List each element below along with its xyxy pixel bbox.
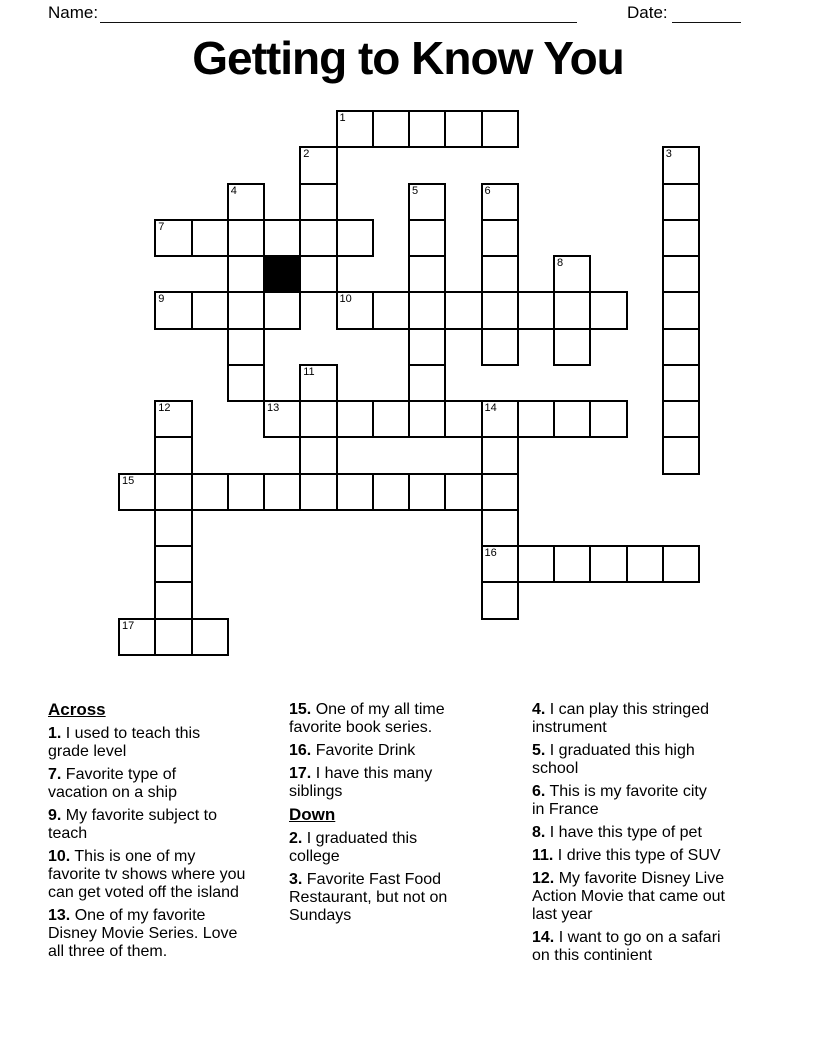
grid-cell-r3c3[interactable] — [227, 219, 265, 257]
grid-cell-r4c12[interactable] — [553, 255, 591, 293]
clue-number: 9. — [48, 807, 62, 824]
grid-cell-r8c9[interactable] — [444, 400, 482, 438]
grid-cell-r6c10[interactable] — [481, 328, 519, 366]
grid-cell-r4c15[interactable] — [662, 255, 700, 293]
clue-6-down: 6. This is my favorite city in France — [532, 783, 707, 818]
clue-number: 10. — [48, 848, 71, 865]
clue-11-down: 11. I drive this type of SUV — [532, 847, 721, 864]
clue-15-across: 15. One of my all time favorite book series. — [289, 701, 445, 736]
grid-cell-r8c7[interactable] — [372, 400, 410, 438]
grid-cell-r13c1[interactable] — [154, 581, 192, 619]
grid-cell-r8c8[interactable] — [408, 400, 446, 438]
grid-cell-r10c9[interactable] — [444, 473, 482, 511]
down-heading: Down — [289, 805, 336, 824]
grid-cell-r8c15[interactable] — [662, 400, 700, 438]
grid-cell-r5c15[interactable] — [662, 291, 700, 329]
clue-8-down: 8. I have this type of pet — [532, 824, 702, 841]
grid-cell-r3c8[interactable] — [408, 219, 446, 257]
grid-cell-r12c15[interactable] — [662, 545, 700, 583]
grid-cell-r3c6[interactable] — [336, 219, 374, 257]
grid-cell-r3c1[interactable] — [154, 219, 192, 257]
date-fill-line[interactable] — [672, 22, 741, 23]
clue-2-down: 2. I graduated this college — [289, 830, 418, 865]
grid-cell-r5c1[interactable] — [154, 291, 192, 329]
puzzle-title: Getting to Know You — [192, 32, 624, 84]
clue-number: 1. — [48, 725, 62, 742]
grid-cell-r5c6[interactable] — [336, 291, 374, 329]
grid-cell-r12c1[interactable] — [154, 545, 192, 583]
clue-number: 17. — [289, 765, 312, 782]
clue-number: 7. — [48, 766, 62, 783]
grid-cell-r10c2[interactable] — [191, 473, 229, 511]
cell-number-5: 5 — [412, 184, 419, 197]
grid-cell-r8c4[interactable] — [263, 400, 301, 438]
grid-cell-r3c4[interactable] — [263, 219, 301, 257]
grid-cell-r12c10[interactable] — [481, 545, 519, 583]
clue-number: 4. — [532, 701, 546, 718]
grid-cell-r10c8[interactable] — [408, 473, 446, 511]
grid-cell-r14c2[interactable] — [191, 618, 229, 656]
grid-cell-r5c3[interactable] — [227, 291, 265, 329]
grid-cell-r2c3[interactable] — [227, 183, 265, 221]
grid-cell-r5c12[interactable] — [553, 291, 591, 329]
grid-cell-r6c12[interactable] — [553, 328, 591, 366]
grid-cell-r5c8[interactable] — [408, 291, 446, 329]
clue-number: 5. — [532, 742, 546, 759]
grid-cell-r10c3[interactable] — [227, 473, 265, 511]
grid-cell-r10c1[interactable] — [154, 473, 192, 511]
grid-cell-r3c2[interactable] — [191, 219, 229, 257]
clue-14-down: 14. I want to go on a safari on this continient — [532, 929, 721, 964]
grid-cell-r8c11[interactable] — [517, 400, 555, 438]
clue-7-across: 7. Favorite type of vacation on a ship — [48, 766, 177, 801]
grid-cell-r10c7[interactable] — [372, 473, 410, 511]
grid-cell-r8c6[interactable] — [336, 400, 374, 438]
cell-number-7: 7 — [158, 220, 165, 233]
cell-number-15: 15 — [122, 474, 135, 487]
cell-number-17: 17 — [122, 619, 135, 632]
grid-cell-r2c15[interactable] — [662, 183, 700, 221]
grid-cell-r9c10[interactable] — [481, 436, 519, 474]
cell-number-16: 16 — [484, 547, 497, 559]
clue-13-across: 13. One of my favorite Disney Movie Series. Love all three of them. — [48, 907, 238, 960]
clue-number: 3. — [289, 871, 303, 888]
grid-cell-r8c10[interactable] — [481, 400, 519, 438]
clue-number: 2. — [289, 830, 303, 847]
grid-cell-r12c13[interactable] — [589, 545, 627, 583]
grid-cell-r10c5[interactable] — [299, 473, 337, 511]
cell-number-1: 1 — [339, 112, 346, 124]
cell-number-3: 3 — [665, 148, 672, 161]
cell-number-2: 2 — [303, 148, 310, 161]
cell-number-11: 11 — [303, 365, 315, 378]
grid-cell-r4c5[interactable] — [299, 255, 337, 293]
grid-cell-r5c13[interactable] — [589, 291, 627, 329]
grid-cell-r4c3[interactable] — [227, 255, 265, 293]
grid-cell-r1c15[interactable] — [662, 146, 700, 184]
cell-number-13: 13 — [267, 402, 280, 414]
grid-cell-r8c5[interactable] — [299, 400, 337, 438]
cell-number-14: 14 — [484, 402, 497, 414]
grid-cell-r0c9[interactable] — [444, 110, 482, 148]
grid-cell-r0c7[interactable] — [372, 110, 410, 148]
cell-number-8: 8 — [557, 257, 564, 269]
grid-cell-r6c15[interactable] — [662, 328, 700, 366]
clue-3-down: 3. Favorite Fast Food Restaurant, but not on Sundays — [289, 871, 448, 924]
clue-10-across: 10. This is one of my favorite tv shows where you can get voted off the island — [48, 848, 246, 901]
clue-17-across: 17. I have this many siblings — [289, 765, 433, 800]
grid-cell-r9c5[interactable] — [299, 436, 337, 474]
grid-cell-r7c3[interactable] — [227, 364, 265, 402]
clue-number: 6. — [532, 783, 546, 800]
grid-cell-r14c1[interactable] — [154, 618, 192, 656]
grid-cell-r0c6[interactable] — [336, 110, 374, 148]
date-label: Date: — [627, 3, 668, 22]
grid-cell-r6c3[interactable] — [227, 328, 265, 366]
grid-cell-r7c15[interactable] — [662, 364, 700, 402]
clues-column-1 — [48, 701, 288, 966]
grid-cell-r10c0[interactable] — [118, 473, 156, 511]
cell-number-12: 12 — [158, 402, 171, 414]
grid-cell-r1c5[interactable] — [299, 146, 337, 184]
clue-number: 12. — [532, 870, 555, 887]
clue-number: 14. — [532, 929, 555, 946]
grid-cell-r2c8[interactable] — [408, 183, 446, 221]
grid-cell-r8c1[interactable] — [154, 400, 192, 438]
grid-cell-r11c1[interactable] — [154, 509, 192, 547]
clue-1-across: 1. I used to teach this grade level — [48, 725, 201, 760]
name-label: Name: — [48, 3, 99, 22]
grid-cell-r4c10[interactable] — [481, 255, 519, 293]
grid-cell-r5c11[interactable] — [517, 291, 555, 329]
cell-number-10: 10 — [339, 293, 352, 306]
grid-cell-r8c12[interactable] — [553, 400, 591, 438]
grid-cell-r11c10[interactable] — [481, 509, 519, 547]
grid-cell-r2c5[interactable] — [299, 183, 337, 221]
black-cell — [263, 255, 301, 293]
grid-cell-r8c13[interactable] — [589, 400, 627, 438]
grid-cell-r5c4[interactable] — [263, 291, 301, 329]
grid-cell-r5c2[interactable] — [191, 291, 229, 329]
clues-column-2 — [289, 701, 529, 930]
cell-number-4: 4 — [230, 184, 237, 197]
grid-cell-r10c6[interactable] — [336, 473, 374, 511]
cell-number-6: 6 — [484, 184, 491, 197]
grid-cell-r7c8[interactable] — [408, 364, 446, 402]
clue-number: 16. — [289, 742, 312, 759]
grid-cell-r5c9[interactable] — [444, 291, 482, 329]
name-fill-line[interactable] — [100, 22, 577, 23]
grid-cell-r0c10[interactable] — [481, 110, 519, 148]
clue-number: 15. — [289, 701, 312, 718]
grid-cell-r5c7[interactable] — [372, 291, 410, 329]
across-heading: Across — [48, 700, 106, 719]
grid-cell-r10c10[interactable] — [481, 473, 519, 511]
clue-number: 13. — [48, 907, 71, 924]
grid-cell-r3c15[interactable] — [662, 219, 700, 257]
grid-cell-r12c14[interactable] — [626, 545, 664, 583]
clue-9-across: 9. My favorite subject to teach — [48, 807, 217, 842]
clues-column-3 — [532, 701, 772, 970]
grid-cell-r10c4[interactable] — [263, 473, 301, 511]
grid-cell-r13c10[interactable] — [481, 581, 519, 619]
clue-number: 8. — [532, 824, 546, 841]
grid-cell-r12c11[interactable] — [517, 545, 555, 583]
grid-cell-r3c10[interactable] — [481, 219, 519, 257]
grid-cell-r9c15[interactable] — [662, 436, 700, 474]
grid-cell-r5c10[interactable] — [481, 291, 519, 329]
clue-12-down: 12. My favorite Disney Live Action Movie that came out last year — [532, 870, 725, 923]
clue-5-down: 5. I graduated this high school — [532, 742, 695, 777]
clue-4-down: 4. I can play this stringed instrument — [532, 701, 709, 736]
grid-cell-r14c0[interactable] — [118, 618, 156, 656]
clue-16-across: 16. Favorite Drink — [289, 742, 416, 759]
grid-cell-r2c10[interactable] — [481, 183, 519, 221]
grid-cell-r4c8[interactable] — [408, 255, 446, 293]
cell-number-9: 9 — [158, 293, 165, 306]
clue-number: 11. — [532, 847, 554, 864]
grid-cell-r6c8[interactable] — [408, 328, 446, 366]
grid-cell-r0c8[interactable] — [408, 110, 446, 148]
grid-cell-r12c12[interactable] — [553, 545, 591, 583]
grid-cell-r7c5[interactable] — [299, 364, 337, 402]
grid-cell-r9c1[interactable] — [154, 436, 192, 474]
grid-cell-r3c5[interactable] — [299, 219, 337, 257]
